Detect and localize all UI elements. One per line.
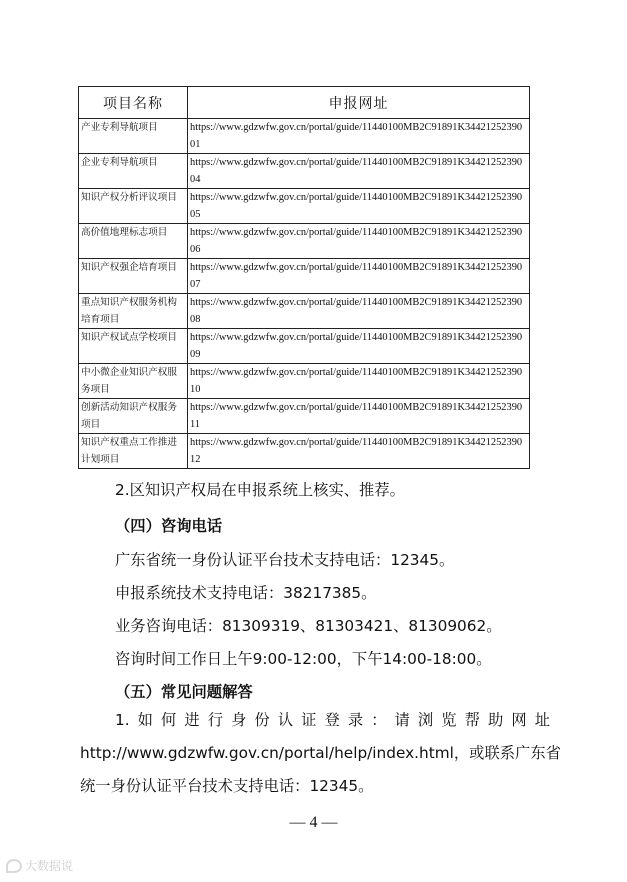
header-url: 申报网址 (188, 87, 530, 119)
table-row (79, 434, 530, 469)
header-project-name: 项目名称 (79, 87, 188, 119)
paragraph-auth-platform-phone: 广东省统一身份认证平台技术支持电话：12345。 (115, 551, 455, 569)
project-url-cell[interactable]: https://www.gdzwfw.gov.cn/portal/guide/11440100MB2C91891K3442125239009 (188, 329, 530, 364)
project-url-cell[interactable]: https://www.gdzwfw.gov.cn/portal/guide/11440100MB2C91891K3442125239010 (188, 364, 530, 399)
table-row (79, 154, 530, 189)
project-url-cell[interactable]: https://www.gdzwfw.gov.cn/portal/guide/11440100MB2C91891K3442125239004 (188, 154, 530, 189)
project-url-cell[interactable]: https://www.gdzwfw.gov.cn/portal/guide/11440100MB2C91891K3442125239012 (188, 434, 530, 469)
page-number: — 4 — (289, 814, 338, 831)
project-name-cell: 重点知识产权服务机构培育项目 (79, 294, 188, 329)
paragraph-business-phone: 业务咨询电话：81309319、81303421、81309062。 (115, 617, 502, 635)
project-url-cell[interactable]: https://www.gdzwfw.gov.cn/portal/guide/11440100MB2C91891K3442125239008 (188, 294, 530, 329)
project-name-cell: 知识产权试点学校项目 (79, 329, 188, 364)
table-row (79, 399, 530, 434)
project-name-cell: 知识产权重点工作推进计划项目 (79, 434, 188, 469)
faq-question-1-line2[interactable]: http://www.gdzwfw.gov.cn/portal/help/index.html，或联系广东省 (80, 744, 561, 762)
project-name-cell: 中小微企业知识产权服务项目 (79, 364, 188, 399)
project-url-cell[interactable]: https://www.gdzwfw.gov.cn/portal/guide/11440100MB2C91891K3442125239005 (188, 189, 530, 224)
project-name-cell: 知识产权强企培育项目 (79, 259, 188, 294)
project-url-cell[interactable]: https://www.gdzwfw.gov.cn/portal/guide/11440100MB2C91891K3442125239006 (188, 224, 530, 259)
project-url-cell[interactable]: https://www.gdzwfw.gov.cn/portal/guide/11440100MB2C91891K3442125239007 (188, 259, 530, 294)
faq-question-1-line3: 统一身份认证平台技术支持电话：12345。 (80, 777, 374, 795)
faq-question-1-line1: 1.如何进行身份认证登录：请浏览帮助网址 (115, 711, 550, 729)
table-row (79, 364, 530, 399)
project-name-cell: 知识产权分析评议项目 (79, 189, 188, 224)
paragraph-system-support-phone: 申报系统技术支持电话：38217385。 (115, 584, 377, 602)
project-url-table (78, 86, 530, 469)
table-header-row (79, 87, 530, 119)
project-name-cell: 企业专利导航项目 (79, 154, 188, 189)
project-url-cell[interactable]: https://www.gdzwfw.gov.cn/portal/guide/11440100MB2C91891K3442125239011 (188, 399, 530, 434)
paragraph-district-verify: 2.区知识产权局在申报系统上核实、推荐。 (115, 481, 405, 499)
weibo-logo-icon (6, 859, 22, 873)
watermark-text: 大数据说 (25, 859, 74, 873)
table-row (79, 259, 530, 294)
watermark (6, 857, 73, 874)
project-name-cell: 创新活动知识产权服务项目 (79, 399, 188, 434)
table-row (79, 189, 530, 224)
project-url-cell[interactable]: https://www.gdzwfw.gov.cn/portal/guide/11440100MB2C91891K3442125239001 (188, 119, 530, 154)
table-row (79, 119, 530, 154)
table-row (79, 294, 530, 329)
table-row (79, 329, 530, 364)
project-table (78, 86, 529, 469)
project-name-cell: 产业专利导航项目 (79, 119, 188, 154)
table-row (79, 224, 530, 259)
section-heading-consult-phone: （四）咨询电话 (115, 517, 223, 535)
paragraph-consult-hours: 咨询时间工作日上午9:00-12:00，下午14:00-18:00。 (115, 650, 492, 668)
project-name-cell: 高价值地理标志项目 (79, 224, 188, 259)
section-heading-faq: （五）常见问题解答 (115, 683, 253, 701)
